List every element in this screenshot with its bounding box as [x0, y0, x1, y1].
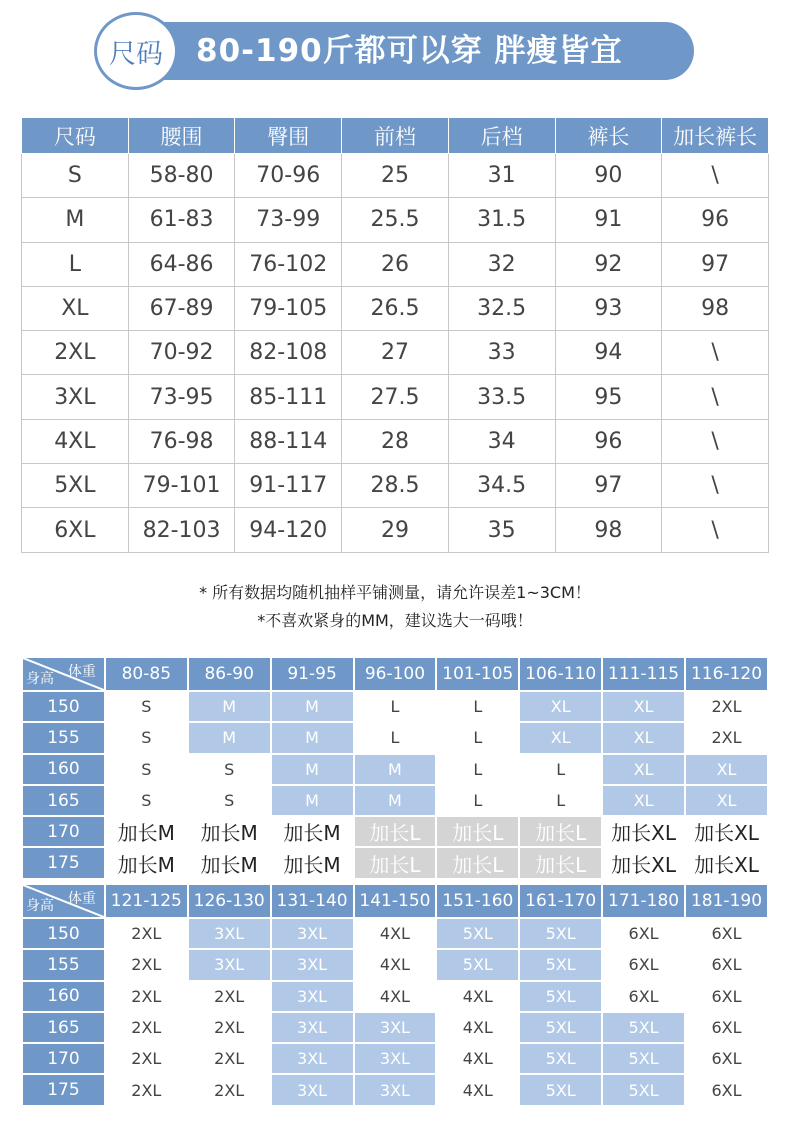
size-recommendation-cell: 4XL — [354, 949, 437, 980]
table-cell: 70-92 — [128, 331, 235, 375]
size-recommendation-cell: 加长L — [436, 847, 519, 878]
size-recommendation-cell: 2XL — [188, 1043, 271, 1074]
table-cell: 2XL — [22, 331, 129, 375]
size-recommendation-cell: 5XL — [519, 1012, 602, 1043]
height-corner-label: 身高 — [26, 671, 54, 687]
table-row — [22, 375, 769, 419]
weight-range-header: 111-115 — [602, 657, 685, 691]
size-recommendation-cell: XL — [519, 722, 602, 753]
size-recommendation-cell: 加长XL — [602, 816, 685, 847]
size-recommendation-cell: L — [519, 785, 602, 816]
table-cell: 97 — [555, 464, 662, 508]
measurement-note: * 所有数据均随机抽样平铺测量，请允许误差1~3CM！ — [199, 583, 591, 602]
size-recommendation-cell: XL — [685, 754, 768, 785]
size-recommendation-cell: S — [105, 754, 188, 785]
size-recommendation-cell: 5XL — [602, 1043, 685, 1074]
weight-height-corner — [22, 884, 105, 918]
size-recommendation-cell: M — [271, 722, 354, 753]
size-recommendation-cell: 3XL — [188, 949, 271, 980]
size-recommendation-cell: 4XL — [436, 1012, 519, 1043]
size-recommendation-cell: M — [271, 754, 354, 785]
size-recommendation-cell: 加长M — [105, 816, 188, 847]
page-title: 80-190斤都可以穿 胖瘦皆宜 — [196, 33, 623, 69]
weight-range-header: 121-125 — [105, 884, 188, 918]
table-row — [22, 722, 768, 753]
height-row-header: 165 — [22, 1012, 105, 1043]
height-row-header: 160 — [22, 981, 105, 1012]
table-row — [22, 847, 768, 878]
height-row-header: 175 — [22, 847, 105, 878]
size-recommendation-cell: 4XL — [354, 981, 437, 1012]
size-recommendation-cell: 加长M — [188, 847, 271, 878]
size-recommendation-cell: 5XL — [519, 918, 602, 949]
weight-range-header: 181-190 — [685, 884, 768, 918]
table-cell: 34 — [448, 419, 555, 463]
table-cell: 26.5 — [342, 286, 449, 330]
table-row — [22, 286, 769, 330]
table-row — [22, 949, 768, 980]
table-cell: 31 — [448, 154, 555, 198]
table-row — [22, 691, 768, 722]
table-cell: 27.5 — [342, 375, 449, 419]
height-row-header: 170 — [22, 816, 105, 847]
size-recommendation-cell: 4XL — [436, 1043, 519, 1074]
table-cell: 73-99 — [235, 198, 342, 242]
size-chart-column-header: 尺码 — [22, 118, 129, 154]
height-row-header: 175 — [22, 1074, 105, 1105]
height-row-header: 165 — [22, 785, 105, 816]
table-cell: \ — [662, 331, 769, 375]
table-cell: 96 — [662, 198, 769, 242]
table-cell: 98 — [555, 508, 662, 552]
table-cell: 90 — [555, 154, 662, 198]
size-recommendation-cell: 3XL — [354, 1074, 437, 1105]
table-cell: XL — [22, 286, 129, 330]
size-recommendation-cell: 5XL — [436, 918, 519, 949]
table-row — [22, 918, 768, 949]
size-recommendation-cell: L — [354, 722, 437, 753]
table-cell: 82-103 — [128, 508, 235, 552]
table-cell: 85-111 — [235, 375, 342, 419]
size-recommendation-cell: 4XL — [436, 1074, 519, 1105]
size-recommendation-cell: 3XL — [354, 1012, 437, 1043]
size-recommendation-cell: 5XL — [519, 949, 602, 980]
weight-corner-label: 体重 — [67, 664, 96, 680]
table-cell: 95 — [555, 375, 662, 419]
table-cell: 91-117 — [235, 464, 342, 508]
table-cell: 92 — [555, 242, 662, 286]
height-row-header: 150 — [22, 691, 105, 722]
table-cell: 58-80 — [128, 154, 235, 198]
size-recommendation-cell: 2XL — [105, 949, 188, 980]
size-recommendation-cell: L — [436, 754, 519, 785]
size-recommendation-cell: S — [105, 785, 188, 816]
size-recommendation-cell: 3XL — [354, 1043, 437, 1074]
table-cell: \ — [662, 154, 769, 198]
table-cell: M — [22, 198, 129, 242]
size-chart-column-header: 后档 — [448, 118, 555, 154]
table-cell: 5XL — [22, 464, 129, 508]
table-row — [22, 1043, 768, 1074]
size-recommendation-cell: 加长L — [519, 816, 602, 847]
size-recommendation-cell: 2XL — [105, 1043, 188, 1074]
size-recommendation-cell: 2XL — [188, 1074, 271, 1105]
table-cell: 28 — [342, 419, 449, 463]
size-recommendation-cell: 2XL — [685, 691, 768, 722]
size-recommendation-cell: 5XL — [602, 1012, 685, 1043]
size-up-note: *不喜欢紧身的MM，建议选大一码哦！ — [257, 611, 533, 630]
table-cell: 29 — [342, 508, 449, 552]
size-recommendation-cell: M — [271, 785, 354, 816]
weight-height-grid-body — [22, 691, 768, 879]
height-row-header: 160 — [22, 754, 105, 785]
size-recommendation-cell: 6XL — [602, 981, 685, 1012]
table-cell: 82-108 — [235, 331, 342, 375]
size-badge: 尺码 — [94, 12, 178, 90]
size-recommendation-cell: 加长M — [188, 816, 271, 847]
size-recommendation-cell: XL — [685, 785, 768, 816]
table-cell: 70-96 — [235, 154, 342, 198]
size-recommendation-cell: 5XL — [519, 1043, 602, 1074]
table-cell: 28.5 — [342, 464, 449, 508]
table-cell: 27 — [342, 331, 449, 375]
size-chart-body — [22, 154, 769, 553]
weight-range-header: 86-90 — [188, 657, 271, 691]
table-cell: 6XL — [22, 508, 129, 552]
size-recommendation-cell: M — [354, 785, 437, 816]
height-row-header: 155 — [22, 949, 105, 980]
size-recommendation-cell: L — [519, 754, 602, 785]
weight-range-header: 151-160 — [436, 884, 519, 918]
table-cell: 94-120 — [235, 508, 342, 552]
weight-height-grid-1 — [21, 656, 769, 880]
weight-corner-label: 体重 — [67, 891, 96, 907]
table-cell: 76-102 — [235, 242, 342, 286]
size-recommendation-cell: 加长L — [436, 816, 519, 847]
weight-range-header: 116-120 — [685, 657, 768, 691]
size-chart-column-header: 裤长 — [555, 118, 662, 154]
weight-height-corner — [22, 657, 105, 691]
table-row — [22, 154, 769, 198]
size-recommendation-cell: 加长L — [354, 847, 437, 878]
size-recommendation-cell: 5XL — [519, 981, 602, 1012]
table-cell: 3XL — [22, 375, 129, 419]
size-recommendation-cell: 6XL — [685, 949, 768, 980]
size-recommendation-cell: M — [271, 691, 354, 722]
weight-range-header: 91-95 — [271, 657, 354, 691]
table-cell: 98 — [662, 286, 769, 330]
table-cell: L — [22, 242, 129, 286]
table-cell: \ — [662, 508, 769, 552]
size-recommendation-cell: 加长L — [519, 847, 602, 878]
weight-range-header: 80-85 — [105, 657, 188, 691]
table-cell: 25 — [342, 154, 449, 198]
table-cell: 76-98 — [128, 419, 235, 463]
size-recommendation-cell: 6XL — [685, 1043, 768, 1074]
height-corner-label: 身高 — [26, 898, 54, 914]
weight-range-header: 96-100 — [354, 657, 437, 691]
table-cell: \ — [662, 419, 769, 463]
size-recommendation-cell: 加长M — [271, 847, 354, 878]
size-recommendation-cell: 3XL — [271, 949, 354, 980]
size-recommendation-cell: 3XL — [271, 981, 354, 1012]
height-row-header: 170 — [22, 1043, 105, 1074]
table-cell: \ — [662, 464, 769, 508]
table-row — [22, 508, 769, 552]
table-cell: \ — [662, 375, 769, 419]
table-cell: 79-101 — [128, 464, 235, 508]
size-recommendation-cell: S — [188, 785, 271, 816]
size-recommendation-cell: 6XL — [685, 1074, 768, 1105]
table-cell: 33.5 — [448, 375, 555, 419]
size-chart-column-header: 前档 — [342, 118, 449, 154]
table-cell: 97 — [662, 242, 769, 286]
size-recommendation-cell: XL — [519, 691, 602, 722]
table-cell: 34.5 — [448, 464, 555, 508]
size-recommendation-cell: S — [105, 722, 188, 753]
table-cell: 88-114 — [235, 419, 342, 463]
size-recommendation-cell: 6XL — [685, 981, 768, 1012]
table-cell: 26 — [342, 242, 449, 286]
weight-range-header: 126-130 — [188, 884, 271, 918]
table-row — [22, 754, 768, 785]
table-row — [22, 816, 768, 847]
size-recommendation-cell: 加长L — [354, 816, 437, 847]
size-recommendation-cell: L — [436, 785, 519, 816]
size-recommendation-cell: 4XL — [354, 918, 437, 949]
size-recommendation-cell: L — [436, 722, 519, 753]
table-row — [22, 1012, 768, 1043]
table-cell: 93 — [555, 286, 662, 330]
table-cell: 96 — [555, 419, 662, 463]
size-chart-column-header: 腰围 — [128, 118, 235, 154]
size-recommendation-cell: 2XL — [105, 918, 188, 949]
size-recommendation-cell: L — [436, 691, 519, 722]
size-recommendation-cell: 加长XL — [602, 847, 685, 878]
size-chart-column-header: 加长裤长 — [662, 118, 769, 154]
size-recommendation-cell: M — [188, 691, 271, 722]
size-recommendation-cell: 2XL — [105, 1012, 188, 1043]
size-recommendation-cell: XL — [602, 785, 685, 816]
table-row — [22, 1074, 768, 1105]
size-recommendation-cell: 6XL — [602, 918, 685, 949]
size-recommendation-cell: XL — [602, 754, 685, 785]
size-chart-header-row — [22, 118, 769, 154]
size-recommendation-cell: 6XL — [602, 949, 685, 980]
height-row-header: 155 — [22, 722, 105, 753]
table-row — [22, 331, 769, 375]
size-recommendation-cell: 4XL — [436, 981, 519, 1012]
size-recommendation-cell: S — [105, 691, 188, 722]
weight-range-header: 106-110 — [519, 657, 602, 691]
size-recommendation-cell: 加长M — [271, 816, 354, 847]
size-recommendation-cell: 加长M — [105, 847, 188, 878]
size-recommendation-cell: 3XL — [271, 1012, 354, 1043]
weight-range-header: 141-150 — [354, 884, 437, 918]
size-recommendation-cell: 3XL — [188, 918, 271, 949]
table-row — [22, 464, 769, 508]
size-recommendation-cell: 2XL — [105, 1074, 188, 1105]
size-recommendation-cell: 3XL — [271, 1043, 354, 1074]
table-row — [22, 785, 768, 816]
weight-range-header: 161-170 — [519, 884, 602, 918]
table-row — [22, 242, 769, 286]
size-recommendation-cell: 2XL — [685, 722, 768, 753]
weight-range-header: 171-180 — [602, 884, 685, 918]
size-chart-table — [21, 117, 769, 553]
table-cell: 35 — [448, 508, 555, 552]
table-cell: 64-86 — [128, 242, 235, 286]
size-recommendation-cell: 2XL — [188, 981, 271, 1012]
table-cell: 73-95 — [128, 375, 235, 419]
size-recommendation-cell: M — [354, 754, 437, 785]
table-cell: 91 — [555, 198, 662, 242]
size-recommendation-cell: 5XL — [436, 949, 519, 980]
size-recommendation-cell: 加长XL — [685, 847, 768, 878]
table-cell: 33 — [448, 331, 555, 375]
table-cell: 4XL — [22, 419, 129, 463]
table-cell: 32 — [448, 242, 555, 286]
size-recommendation-cell: 6XL — [685, 1012, 768, 1043]
size-recommendation-cell: S — [188, 754, 271, 785]
table-cell: 61-83 — [128, 198, 235, 242]
size-recommendation-cell: 2XL — [105, 981, 188, 1012]
table-cell: 31.5 — [448, 198, 555, 242]
size-recommendation-cell: XL — [602, 722, 685, 753]
table-cell: 32.5 — [448, 286, 555, 330]
table-cell: 79-105 — [235, 286, 342, 330]
weight-header-row — [22, 657, 768, 691]
weight-header-row — [22, 884, 768, 918]
height-row-header: 150 — [22, 918, 105, 949]
size-chart-column-header: 臀围 — [235, 118, 342, 154]
weight-height-grid-2 — [21, 883, 769, 1107]
table-cell: 94 — [555, 331, 662, 375]
table-row — [22, 198, 769, 242]
table-row — [22, 419, 769, 463]
table-cell: S — [22, 154, 129, 198]
table-cell: 25.5 — [342, 198, 449, 242]
size-recommendation-cell: 5XL — [602, 1074, 685, 1105]
size-recommendation-cell: M — [188, 722, 271, 753]
size-recommendation-cell: 5XL — [519, 1074, 602, 1105]
size-recommendation-cell: XL — [602, 691, 685, 722]
size-recommendation-cell: L — [354, 691, 437, 722]
size-recommendation-cell: 6XL — [685, 918, 768, 949]
table-row — [22, 981, 768, 1012]
weight-height-grid-body — [22, 918, 768, 1106]
size-recommendation-cell: 2XL — [188, 1012, 271, 1043]
weight-range-header: 131-140 — [271, 884, 354, 918]
size-recommendation-cell: 3XL — [271, 1074, 354, 1105]
weight-range-header: 101-105 — [436, 657, 519, 691]
size-recommendation-cell: 3XL — [271, 918, 354, 949]
table-cell: 67-89 — [128, 286, 235, 330]
size-recommendation-cell: 加长XL — [685, 816, 768, 847]
